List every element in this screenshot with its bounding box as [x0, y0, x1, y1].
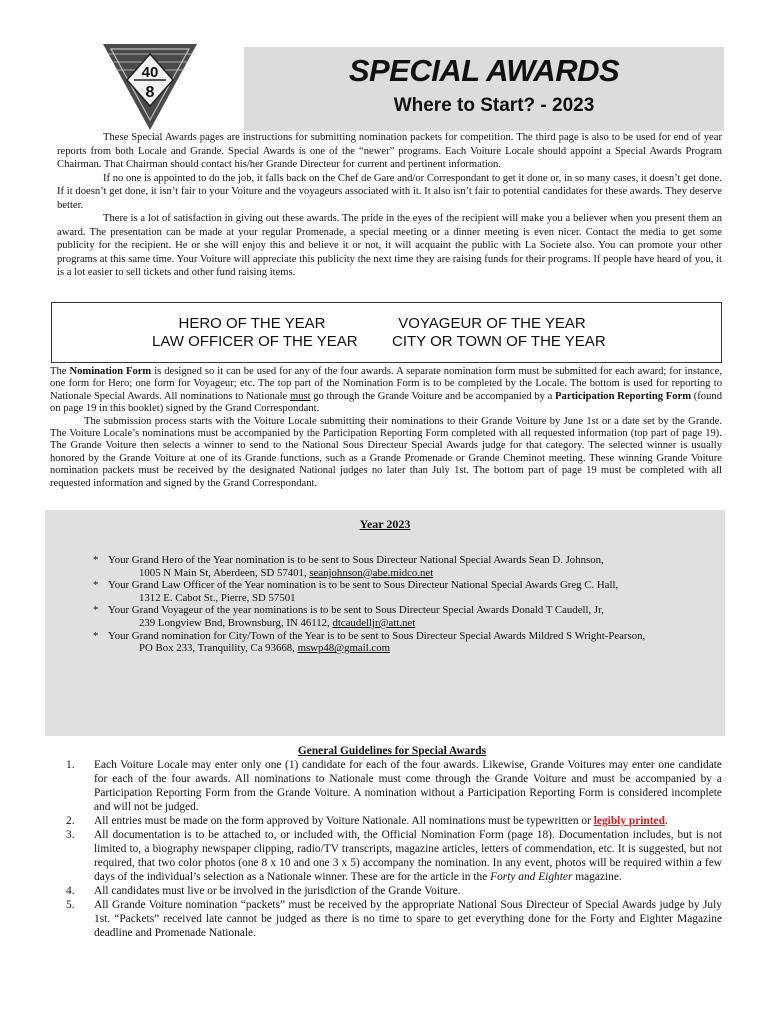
logo-number-bottom: 8: [145, 84, 155, 101]
guideline-item: 1. Each Voiture Locale may enter only one (1) candidate for each of the four awards. Likewise, Grande Voitures may enter one candidate for each of the four awards. All nominations to Nationale must come through the Grande Voiture and must be accompanied by a Participation Reporting Form from the Grande Voiture. A nomination without a Participation Reporting Form is considered incomplete and will not be judged.: [66, 759, 722, 813]
award-voyageur: VOYAGEUR OF THE YEAR: [398, 315, 586, 332]
year-title: Year 2023: [359, 517, 411, 531]
bullet-marker: *: [93, 604, 99, 617]
bullet-marker: *: [93, 579, 99, 592]
guideline-item: 5. All Grande Voiture nomination “packets” must be received by the appropriate National Sous Directeur of Special Awards judge by July 1st. “Packets” received late cannot be judged as there is no time to spare to get everything done for the Forty and Eighter Magazine deadline and Promenade Nationale.: [66, 899, 722, 939]
award-hero: HERO OF THE YEAR: [178, 315, 326, 332]
contact-item: * Your Grand nomination for City/Town of the Year is to be sent to Sous Directeur Special Awards Mildred S Wright-Pearson, PO Box 233, Tranquility, Ca 93668, mswp48@gmail.com: [93, 629, 646, 655]
email-link[interactable]: dtcaudelljr@att.net: [332, 616, 416, 629]
intro-section: [57, 131, 722, 280]
magazine-title: Forty and Eighter: [490, 871, 573, 883]
award-column-left: [152, 315, 358, 351]
contact-item: * Your Grand Hero of the Year nomination is to be sent to Sous Directeur National Special Awards Sean D. Johnson, 1005 N Main St, Aberdeen, SD 57401, seanjohnson@abe.midco.net: [93, 554, 604, 579]
intro-paragraph: These Special Awards pages are instructions for submitting nomination packets for competition. The third page is also to be used for end of year reports from both Locale and Grande. Special Awards is one of the “newer” programs. Each Voiture Locale should appoint a Special Awards Program Chairman. That Chairman should contact his/her Grande Directeur for current and pertinent information.: [57, 132, 722, 170]
nomination-section: [50, 366, 722, 490]
guidelines-list: [62, 758, 722, 940]
award-city-town: CITY OR TOWN OF THE YEAR: [392, 333, 606, 350]
email-link[interactable]: mswp48@gmail.com: [297, 642, 390, 655]
guideline-item: 2. All entries must be made on the form approved by Voiture Nationale. All nominations must be typewritten or legibly printed.: [66, 815, 668, 827]
logo-number-top: 40: [141, 64, 159, 81]
page-title: SPECIAL AWARDS: [348, 53, 620, 88]
intro-paragraph: There is a lot of satisfaction in giving out these awards. The pride in the eyes of the recipient will make you a believer when you present them an award. The presentation can be made at your regular Promenade, a special meeting or a dinner meeting is even nicer. Contact the media to get some publicity for the recipient. He or she will enjoy this and believe it or not, it will acquaint the public with La Societe also. You can promote your other programs at this same time. Your Voiture will appreciate this publicity the next time they are raising funds for their programs. If people have heard of you, it is a lot easier to sell tickets and other fund raising items.: [57, 213, 722, 278]
participation-form-term: Participation Reporting Form: [555, 390, 692, 402]
year-contacts-box: [45, 510, 725, 736]
contact-item: * Your Grand Law Officer of the Year nomination is to be sent to Sous Directeur National Special Awards Greg C. Hall, 1312 E. Cabot St., Pierre, SD 57501: [93, 579, 619, 604]
nomination-form-term: Nomination Form: [69, 366, 152, 377]
page-subtitle: Where to Start? - 2023: [393, 95, 595, 116]
intro-paragraph: If no one is appointed to do the job, it falls back on the Chef de Gare and/or Correspondant to get it done or, in so many cases, it doesn’t get done. If it doesn’t get done, it isn’t fair to your Voiture and the voyageurs associated with it. It also isn’t fair to potential candidates for these awards. They deserve better.: [57, 172, 722, 211]
guideline-item: 4. All candidates must live or be involved in the jurisdiction of the Grande Voiture.: [66, 885, 461, 897]
email-link[interactable]: seanjohnson@abe.midco.net: [309, 566, 434, 579]
award-categories-box: [51, 302, 722, 363]
contact-item: * Your Grand Voyageur of the year nominations is to be sent to Sous Directeur Special Awards Donald T Caudell, Jr, 239 Longview Bnd, Brownsburg, IN 46112, dtcaudelljr@att.net: [93, 604, 604, 629]
guidelines-section: [62, 744, 722, 940]
nomination-paragraph: The Nomination Form is designed so it can be used for any of the four awards. A separate nomination form must be submitted for each award; for instance, one form for Hero; one form for Voyageur; etc. The top part of the Nomination Form is to be completed by the Locale. The bottom is used for reporting to Nationale Special Awards. All nominations to Nationale must go through the Grande Voiture and be accompanied by a Participation Reporting Form (found on page 19 in this booklet) signed by the Grand Correspondant.: [50, 366, 722, 415]
forty-and-eight-logo: [101, 40, 199, 132]
header-banner: [244, 47, 724, 131]
award-column-right: [392, 315, 606, 351]
award-law-officer: LAW OFFICER OF THE YEAR: [152, 333, 358, 350]
must-emphasis: must: [289, 390, 311, 402]
contact-list: [93, 554, 713, 655]
legibly-printed-emphasis: legibly printed: [593, 815, 665, 827]
bullet-marker: *: [93, 554, 99, 566]
guidelines-title: General Guidelines for Special Awards: [297, 745, 487, 757]
submission-paragraph: The submission process starts with the Voiture Locale submitting their nominations to their Grande Voiture by June 1st or a date set by the Grande. The Voiture Locale’s nominations must be accompanied by the Participation Reporting Form completed with all requested information (top part of page 19). The Grande Voiture then selects a winner to send to the National Sous Directeur Special Awards judge for that category. The selected winner is usually honored by the Grande Voiture at one of its Grande functions, such as a Grande Promenade or Grande Cheminot meeting. These winning Grande Voiture nomination packets must be received by the designated National judges no later than July 1st. The bottom part of page 19 must be completed with all requested information and signed by the Grand Correspondant.: [50, 415, 722, 489]
guideline-item: 3. All documentation is to be attached to, or included with, the Official Nomination Form (page 18). Documentation includes, but is not limited to, a biography newspaper clipping, radio/TV transcripts, magazine articles, letters of commendation, etc. It is suggested, but not required, that two color photos (one 8 x 10 and one 3 x 5) accompany the nomination. In any event, photos will be required within a few days of the individual’s selection as a Nationale winner. These are for the article in the Forty and Eighter magazine.: [66, 829, 722, 883]
bullet-marker: *: [93, 629, 99, 642]
